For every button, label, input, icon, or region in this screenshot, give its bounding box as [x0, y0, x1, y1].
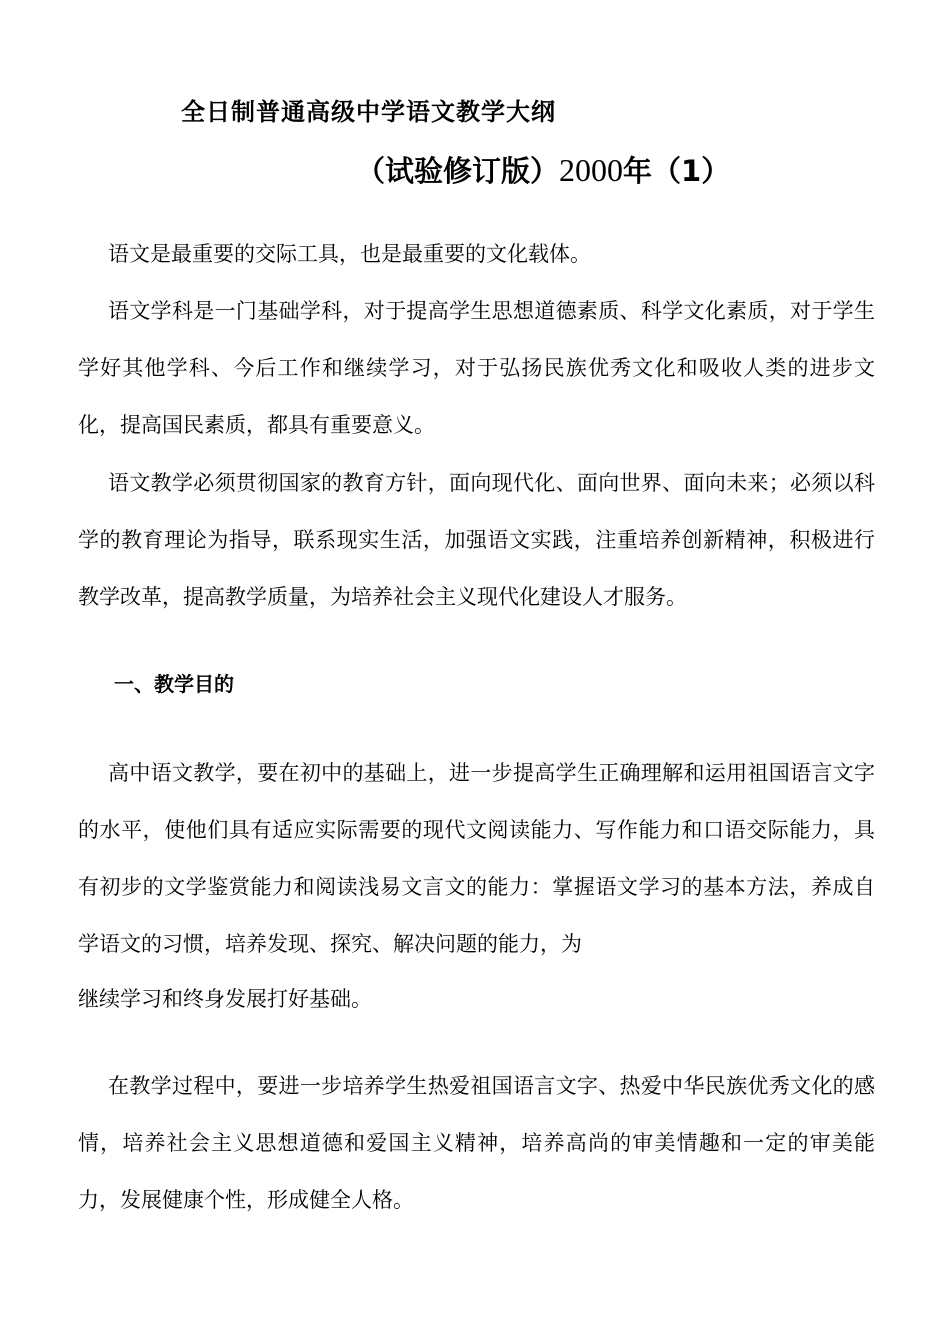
purpose-paragraph-1-continued: 继续学习和终身发展打好基础。	[78, 987, 372, 1011]
intro-paragraph-2-block	[78, 283, 875, 454]
intro-paragraph-3: 语文教学必须贯彻国家的教育方针，面向现代化、面向世界、面向未来；必须以科学的教育理论为指导，联系现实生活，加强语文实践，注重培养创新精神，积极进行教学改革，提高教学质量，为培养社会主义现代化建设人才服务。	[78, 471, 875, 609]
purpose-paragraph-2-block	[78, 1058, 875, 1229]
purpose-paragraph-1: 高中语文教学，要在初中的基础上，进一步提高学生正确理解和运用祖国语言文字的水平，使他们具有适应实际需要的现代文阅读能力、写作能力和口语交际能力，具有初步的文学鉴赏能力和阅读浅易文言文的能力：掌握语文学习的基本方法，养成自学语文的习惯，培养发现、探究、解决问题的能力，为	[78, 761, 875, 956]
intro-paragraph-3-block	[78, 455, 875, 626]
intro-paragraph-2: 语文学科是一门基础学科，对于提高学生思想道德素质、科学文化素质，对于学生学好其他学科、今后工作和继续学习，对于弘扬民族优秀文化和吸收人类的进步文化，提高国民素质，都具有重要意义。	[78, 299, 875, 437]
subtitle-year: 2000	[559, 152, 624, 188]
subtitle-part: （1）	[652, 154, 731, 188]
subtitle-edition: （试验修订版）	[356, 154, 560, 188]
purpose-paragraph-2: 在教学过程中，要进一步培养学生热爱祖国语言文字、热爱中华民族优秀文化的感情，培养社会主义思想道德和爱国主义精神，培养高尚的审美情趣和一定的审美能力，发展健康个性，形成健全人格。	[78, 1074, 875, 1212]
document-subtitle	[356, 148, 730, 193]
document-title: 全日制普通高级中学语文教学大纲	[181, 98, 556, 126]
purpose-paragraph-1-block	[78, 745, 875, 973]
subtitle-year-suffix: 年	[623, 154, 653, 188]
section-heading-teaching-purpose: 一、教学目的	[114, 672, 234, 696]
intro-paragraph-1: 语文是最重要的交际工具，也是最重要的文化载体。	[108, 242, 591, 266]
